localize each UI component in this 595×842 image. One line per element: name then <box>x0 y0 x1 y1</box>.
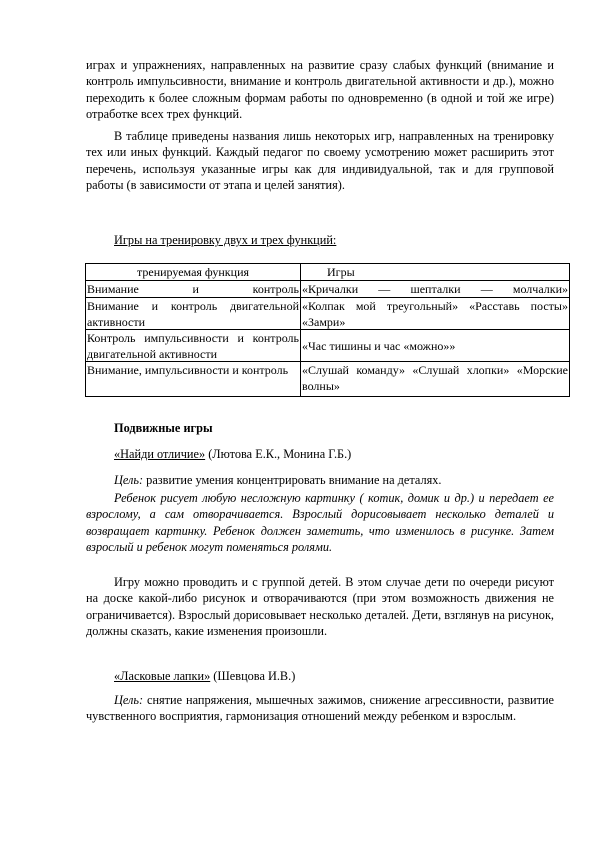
table-row <box>86 362 570 397</box>
intro-continuation-paragraph: играх и упражнениях, направленных на развитие сразу слабых функций (внимание и контроль импульсивности, внимание и контроль двигательной активности и др.), можно переходить к более сложным формам работы по одновременно (в одной и той же игре) отработке всех трех функций. <box>86 58 554 122</box>
game1-goal-label: Цель: <box>114 473 144 487</box>
table-cell-games: «Слушай команду» «Слушай хлопки» «Морские волны» <box>301 362 570 397</box>
game1-goal-text: развитие умения концентрировать внимание на деталях. <box>143 473 442 487</box>
game2-authors: (Шевцова И.В.) <box>210 669 296 683</box>
game1-authors: (Лютова Е.К., Монина Г.Б.) <box>205 447 352 461</box>
game2-goal-label: Цель: <box>114 693 144 707</box>
table-row <box>86 298 570 330</box>
table-header-function: тренируемая функция <box>86 264 301 281</box>
table-cell-function: Внимание, импульсивности и контроль <box>86 362 301 397</box>
game2-title: «Ласковые лапки» <box>114 669 211 683</box>
game2-title-line <box>86 668 554 684</box>
table-row <box>86 281 570 298</box>
table-cell-function: Внимание и контроль <box>87 282 299 296</box>
game2-goal <box>86 692 554 725</box>
section-heading: Подвижные игры <box>114 421 213 435</box>
game1-title: «Найди отличие» <box>114 447 206 461</box>
game1-description: Ребенок рисует любую несложную картинку ( котик, домик и др.) и передает ее взрослому, а сам отворачивается. Взрослый дорисовывает несколько деталей и возвращает картинку. Ребенок должен заметить, что изменилось в рисунке. Затем взрослый и ребенок могут поменяться ролями. <box>86 491 554 555</box>
game2-goal-text: снятие напряжения, мышечных зажимов, снижение агрессивности, развитие чувственного восприятия, гармонизация отношений между ребенком и взрослым. <box>86 693 554 724</box>
table-cell-function: Контроль импульсивности и контроль двигательной активности <box>87 331 299 361</box>
table-row <box>86 330 570 362</box>
table-cell-games: «Колпак мой треугольный» «Расставь посты» «Замри» <box>302 299 568 329</box>
game1-note: Игру можно проводить и с группой детей. В этом случае дети по очереди рисуют на доске какой-либо рисунок и отворачиваются (при этом возможность движения не ограничивается). Взрослый дорисовывает несколько деталей. Дети, взглянув на рисунок, должны сказать, какие изменения произошли. <box>86 575 554 639</box>
game1-title-line <box>86 446 554 462</box>
table-caption: Игры на тренировку двух и трех функций: <box>114 233 337 247</box>
intro-table-description-paragraph: В таблице приведены названия лишь некоторых игр, направленных на тренировку тех или иных функций. Каждый педагог по своему усмотрению может расширить этот перечень, используя указанные игры как для индивидуальной, так и для групповой работы (в зависимости от этапа и целей занятия). <box>86 129 554 193</box>
table-cell-games: «Кричалки — шепталки — молчалки» <box>302 282 568 296</box>
table-header-games: Игры <box>301 264 570 281</box>
game1-goal <box>86 472 554 488</box>
table-cell-games: «Час тишины и час «можно»» <box>301 330 570 362</box>
games-table <box>85 263 570 397</box>
table-cell-function: Внимание и контроль двигательной активности <box>87 299 299 329</box>
table-header-row <box>86 264 570 281</box>
